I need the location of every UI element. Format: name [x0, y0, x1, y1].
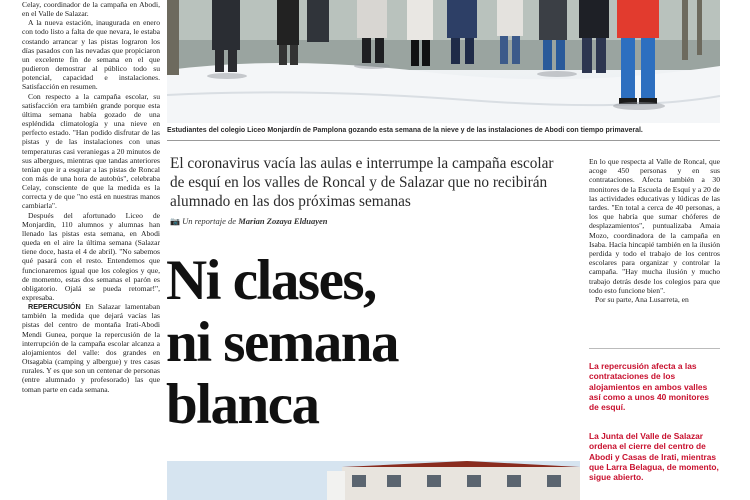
byline-author: Marian Zozaya Elduayen [238, 216, 328, 226]
highlight-quote-1: La repercusión afecta a las contrataciones de los alojamientos en ambos valles así como a unos 40 monitores de esquí. [589, 361, 710, 413]
left-paragraph-4-text: En Salazar lamentaban también la medida que dejará vacías las pistas del centro de montaña Irati-Abodi Mendi Gunea, porque la repercusión de la interrupción de la campaña escolar alcanza a alojamientos del valle: dos grandes en Otsagabia (camping y albergue) y tres casas rurales. Y es que son un centenar de personas (entre alumnado y profesorado) las que toman parte en cada semana. [22, 302, 160, 394]
article-subtitle: El coronavirus vacía las aulas e interrumpe la campaña escolar de esquí en los valles de Roncal y de Salazar que no recibirán alumnado en las dos próximas semanas [170, 155, 554, 210]
left-article-column [22, 0, 160, 500]
left-paragraph-3: Después del afortunado Liceo de Monjardín, 110 alumnos y alumnas han llenado las pistas esta semana, en Abodi queda en el aire la última semana (Salazar tiene doce, hasta el 4 de abril). "No sabemos qué pasará con el resto. Entendemos que funcionaremos igual que los colegios y que, de momento, estas dos semanas el parón es obligatorio. Ojalá se pueda retomar!", expresaba. [22, 210, 160, 302]
left-paragraph-1: A la nueva estación, inaugurada en enero con todo listo a falta de que nevara, le estaba costando arrancar y las pistas lograron los días pasados con las nevadas que propiciaron un excelente fin de semana en el que pudieron demostrar al público todo su potencial, capacidad e instalaciones. Satisfacción en resumen. [22, 18, 160, 92]
byline-prefix: Un reportaje de [182, 216, 237, 226]
photo-caption: Estudiantes del colegio Liceo Monjardín de Pamplona gozando esta semana de la nieve y de las instalaciones de Abodi con tiempo primaveral. [167, 127, 643, 134]
right-column-divider [589, 348, 720, 349]
right-paragraph-2: Por su parte, Ana Lusarreta, en [595, 295, 689, 305]
left-paragraph-2: Con respecto a la campaña escolar, su satisfacción era también grande porque esta última semana había gozado de una espléndida climatología y una nieve en perfecto estado. "Han podido disfrutar de las pistas y de las instalaciones con unas temperaturas casi veraniegas a 20 minutos de sus albergues, mientras que tandas anteriores tenían que ir a esquiar a las pistas de Roncal con más de una hora de autobús", celebraba Celay, consciente de que la medida es la correcta y de que "no está en nuestras manos cambiarla". [22, 91, 160, 211]
caption-divider [167, 140, 720, 141]
byline [170, 216, 327, 226]
left-paragraph-0: Celay, coordinador de la campaña en Abodi, en el Valle de Salazar. [22, 0, 160, 19]
snow-scene-illustration [167, 0, 720, 123]
left-paragraph-4 [22, 302, 160, 394]
right-paragraph-1: En lo que respecta al Valle de Roncal, que acoge 450 personas y en sus contrataciones. Afecta también a 30 monitores de la Escuela de Esquí y a 20 de las actividades educativas y lúdicas de las tardes. "En total a cerca de 40 personas, a los que habría que sumar chóferes de desplazamientos", puntualizaba Amaia Mozo, coordinadora de la campaña en Isaba. Hacía hincapié también en la ilusión perdida y todo el trabajo de los centros escolares para organizar y controlar la campaña. "Hay mucha ilusión y mucho trabajo detrás desde los colegios para que todo esto funcione bien". [589, 157, 720, 295]
headline-line-2: ni semana [166, 311, 398, 374]
students-snow-photo [167, 0, 720, 123]
repercusion-keyword: REPERCUSIÓN [28, 302, 81, 312]
highlight-quote-2: La Junta del Valle de Salazar ordena el cierre del centro de Abodi y Casas de Irati, mientras que Larra Belagua, de momento, sigue abierto. [589, 431, 719, 483]
building-illustration [167, 461, 580, 500]
building-photo [167, 461, 580, 500]
right-article-column [589, 157, 720, 304]
headline-line-1: Ni clases, [166, 249, 376, 312]
camera-icon: 📷 [170, 217, 180, 226]
main-headline [166, 250, 596, 436]
headline-line-3: blanca [166, 373, 319, 436]
